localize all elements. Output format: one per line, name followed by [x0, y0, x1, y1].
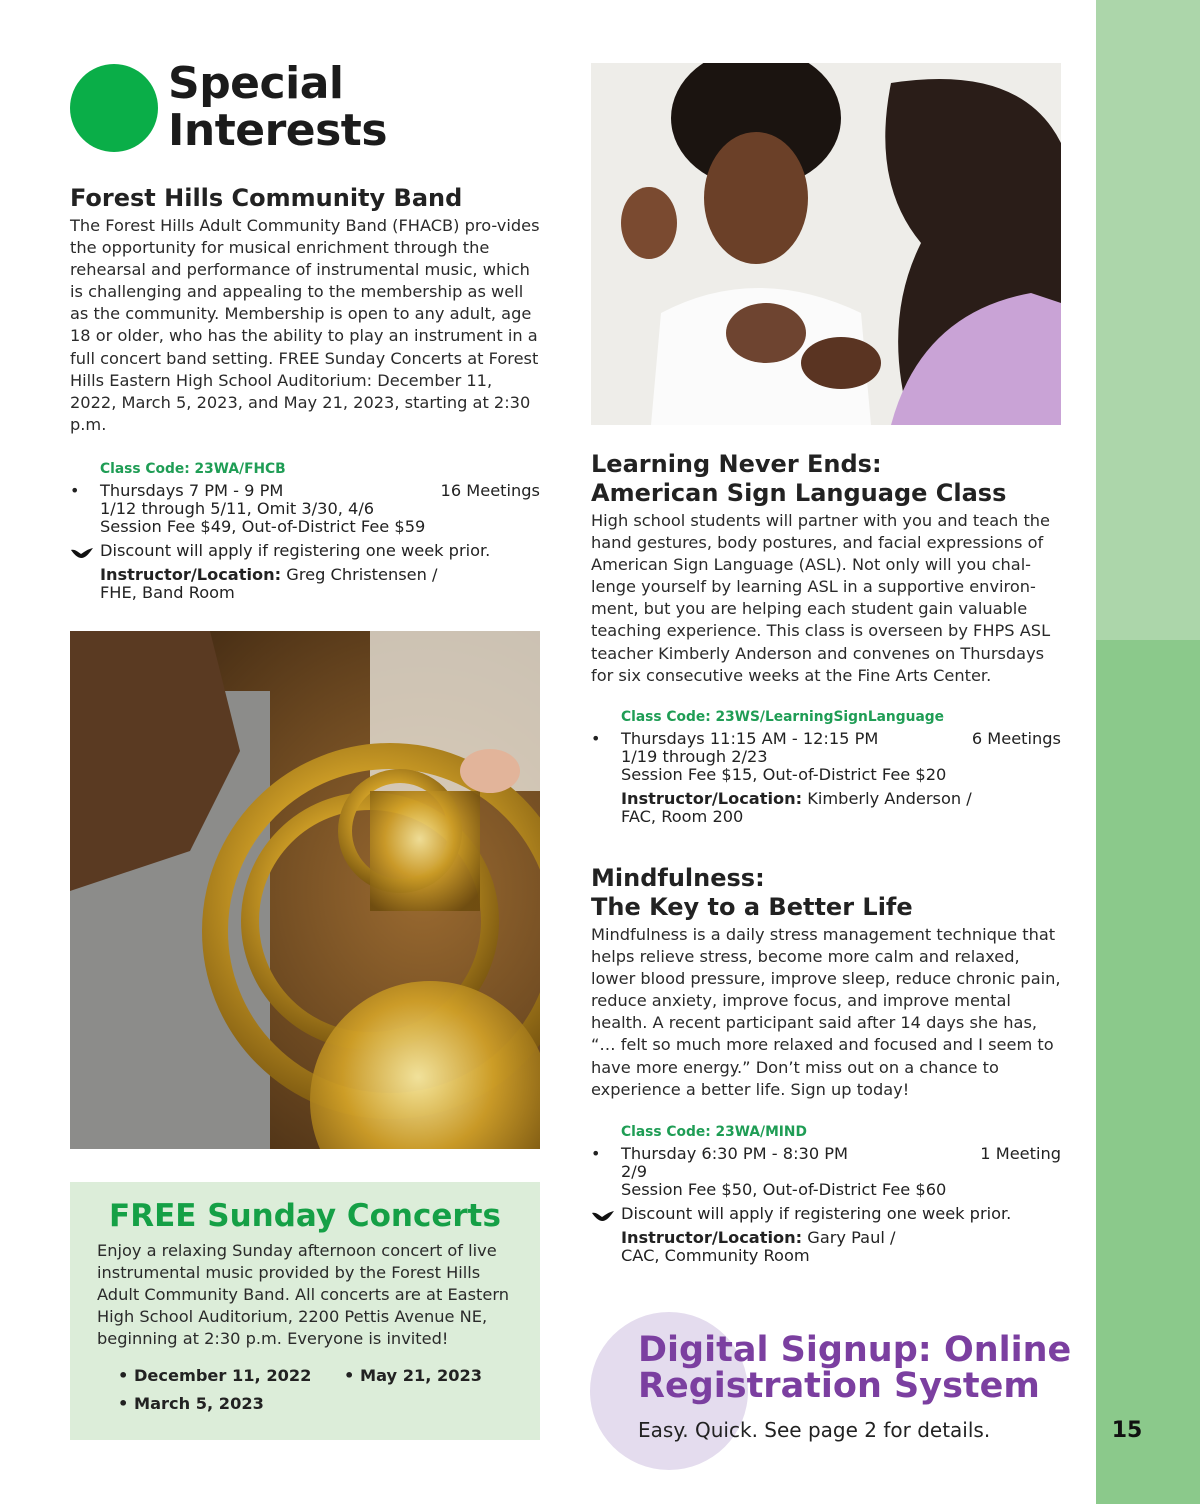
band-title: Forest Hills Community Band [70, 184, 463, 212]
early-bird-icon [591, 1209, 615, 1223]
asl-location: FAC, Room 200 [621, 807, 744, 826]
mind-discount-row [591, 1205, 1061, 1223]
asl-schedule: Thursdays 11:15 AM - 12:15 PM [621, 729, 879, 748]
page-number: 15 [1111, 1418, 1143, 1443]
asl-meetings: 6 Meetings [971, 729, 1061, 748]
band-discount: Discount will apply if registering one week prior. [100, 541, 491, 560]
mind-schedule-row [591, 1145, 1061, 1199]
band-article [70, 184, 540, 436]
concert-date-2: • May 21, 2023 [344, 1366, 483, 1385]
mind-schedule: Thursday 6:30 PM - 8:30 PM [621, 1144, 848, 1163]
mind-fee: Session Fee $50, Out-of-District Fee $60 [621, 1180, 947, 1199]
early-bird-icon [70, 546, 94, 560]
mind-discount: Discount will apply if registering one week prior. [621, 1204, 1012, 1223]
band-schedule-row [70, 482, 540, 536]
mind-dates: 2/9 [621, 1162, 648, 1181]
mind-meetings: 1 Meeting [980, 1144, 1061, 1163]
signup-subtitle: Easy. Quick. See page 2 for details. [638, 1418, 991, 1442]
band-fee: Session Fee $49, Out-of-District Fee $59 [100, 517, 426, 536]
bullet-icon: • [591, 729, 601, 748]
concert-date-3: • March 5, 2023 [118, 1394, 264, 1413]
concert-date-1: • December 11, 2022 [118, 1366, 312, 1385]
signup-title: Digital Signup: Online Registration System [638, 1330, 1072, 1406]
mindfulness-class-info [591, 1123, 1061, 1265]
asl-body: High school students will partner with you and teach the hand gestures, body postures, and facial expressions of American Sign Language (ASL). Not only will you chal-lenge yourself by learning ASL in a supportive environ-ment, but you are helping each student gain valuable teaching experience. This class is overseen by FHPS ASL teacher Kimberly Anderson and convenes on Thursdays for six consecutive weeks at the Fine Arts Center. [591, 511, 1051, 685]
instructor-label: Instructor/Location: [621, 789, 803, 808]
free-concerts-box [70, 1182, 540, 1440]
mind-instructor: Gary Paul / [807, 1228, 896, 1247]
asl-article [591, 450, 1061, 687]
sign-language-photo [591, 63, 1061, 425]
band-instructor: Greg Christensen / [286, 565, 438, 584]
mindfulness-body: Mindfulness is a daily stress management technique that helps relieve stress, become more calm and relaxed, lower blood pressure, improve sleep, reduce chronic pain, reduce anxiety, improve focus, and improve mental health. A recent participant said after 14 days she has, “… felt so much more relaxed and focused and I seem to have more energy.” Don’t miss out on a chance to experience a better life. Sign up today! [591, 925, 1061, 1099]
mind-class-code: Class Code: 23WA/MIND [621, 1124, 807, 1140]
band-schedule: Thursdays 7 PM - 9 PM [100, 481, 284, 500]
instructor-label: Instructor/Location: [621, 1228, 803, 1247]
section-dot-icon [70, 64, 158, 152]
bullet-icon: • [70, 481, 80, 500]
asl-dates: 1/19 through 2/23 [621, 747, 768, 766]
digital-signup-callout [590, 1312, 1080, 1472]
band-discount-row [70, 542, 540, 560]
band-class-info [70, 460, 540, 602]
concerts-title: FREE Sunday Concerts [109, 1198, 501, 1234]
bullet-icon: • [591, 1144, 601, 1163]
band-meetings: 16 Meetings [440, 481, 540, 500]
asl-class-code: Class Code: 23WS/LearningSignLanguage [621, 709, 944, 725]
asl-instructor: Kimberly Anderson / [807, 789, 972, 808]
section-title: Special Interests [168, 58, 388, 156]
sidebar-top-band [1096, 0, 1200, 640]
asl-fee: Session Fee $15, Out-of-District Fee $20 [621, 765, 947, 784]
asl-schedule-row [591, 730, 1061, 784]
asl-class-info [591, 708, 1061, 826]
band-instructor-row [70, 566, 540, 602]
concerts-body: Enjoy a relaxing Sunday afternoon concert of live instrumental music provided by the Forest Hills Adult Community Band. All concerts are at Eastern High School Auditorium, 2200 Pettis Avenue NE, beginning at 2:30 p.m. Everyone is invited! [97, 1241, 509, 1349]
mind-location: CAC, Community Room [621, 1246, 810, 1265]
instructor-label: Instructor/Location: [100, 565, 282, 584]
band-class-code: Class Code: 23WA/FHCB [100, 461, 286, 477]
page-sidebar [1096, 0, 1200, 1504]
band-dates: 1/12 through 5/11, Omit 3/30, 4/6 [100, 499, 375, 518]
asl-title: Learning Never Ends: American Sign Language Class [591, 450, 1007, 507]
french-horn-photo [70, 631, 540, 1149]
mindfulness-title: Mindfulness: The Key to a Better Life [591, 864, 913, 921]
band-location: FHE, Band Room [100, 583, 235, 602]
mindfulness-article [591, 864, 1061, 1101]
asl-instructor-row [591, 790, 1061, 826]
mind-instructor-row [591, 1229, 1061, 1265]
band-body: The Forest Hills Adult Community Band (FHACB) pro-vides the opportunity for musical enrichment through the rehearsal and performance of instrumental music, which is challenging and appealing to the membership as well as the community. Membership is open to any adult, age 18 or older, who has the ability to play an instrument in a full concert band setting. FREE Sunday Concerts at Forest Hills Eastern High School Auditorium: December 11, 2022, March 5, 2023, and May 21, 2023, starting at 2:30 p.m. [70, 216, 540, 434]
